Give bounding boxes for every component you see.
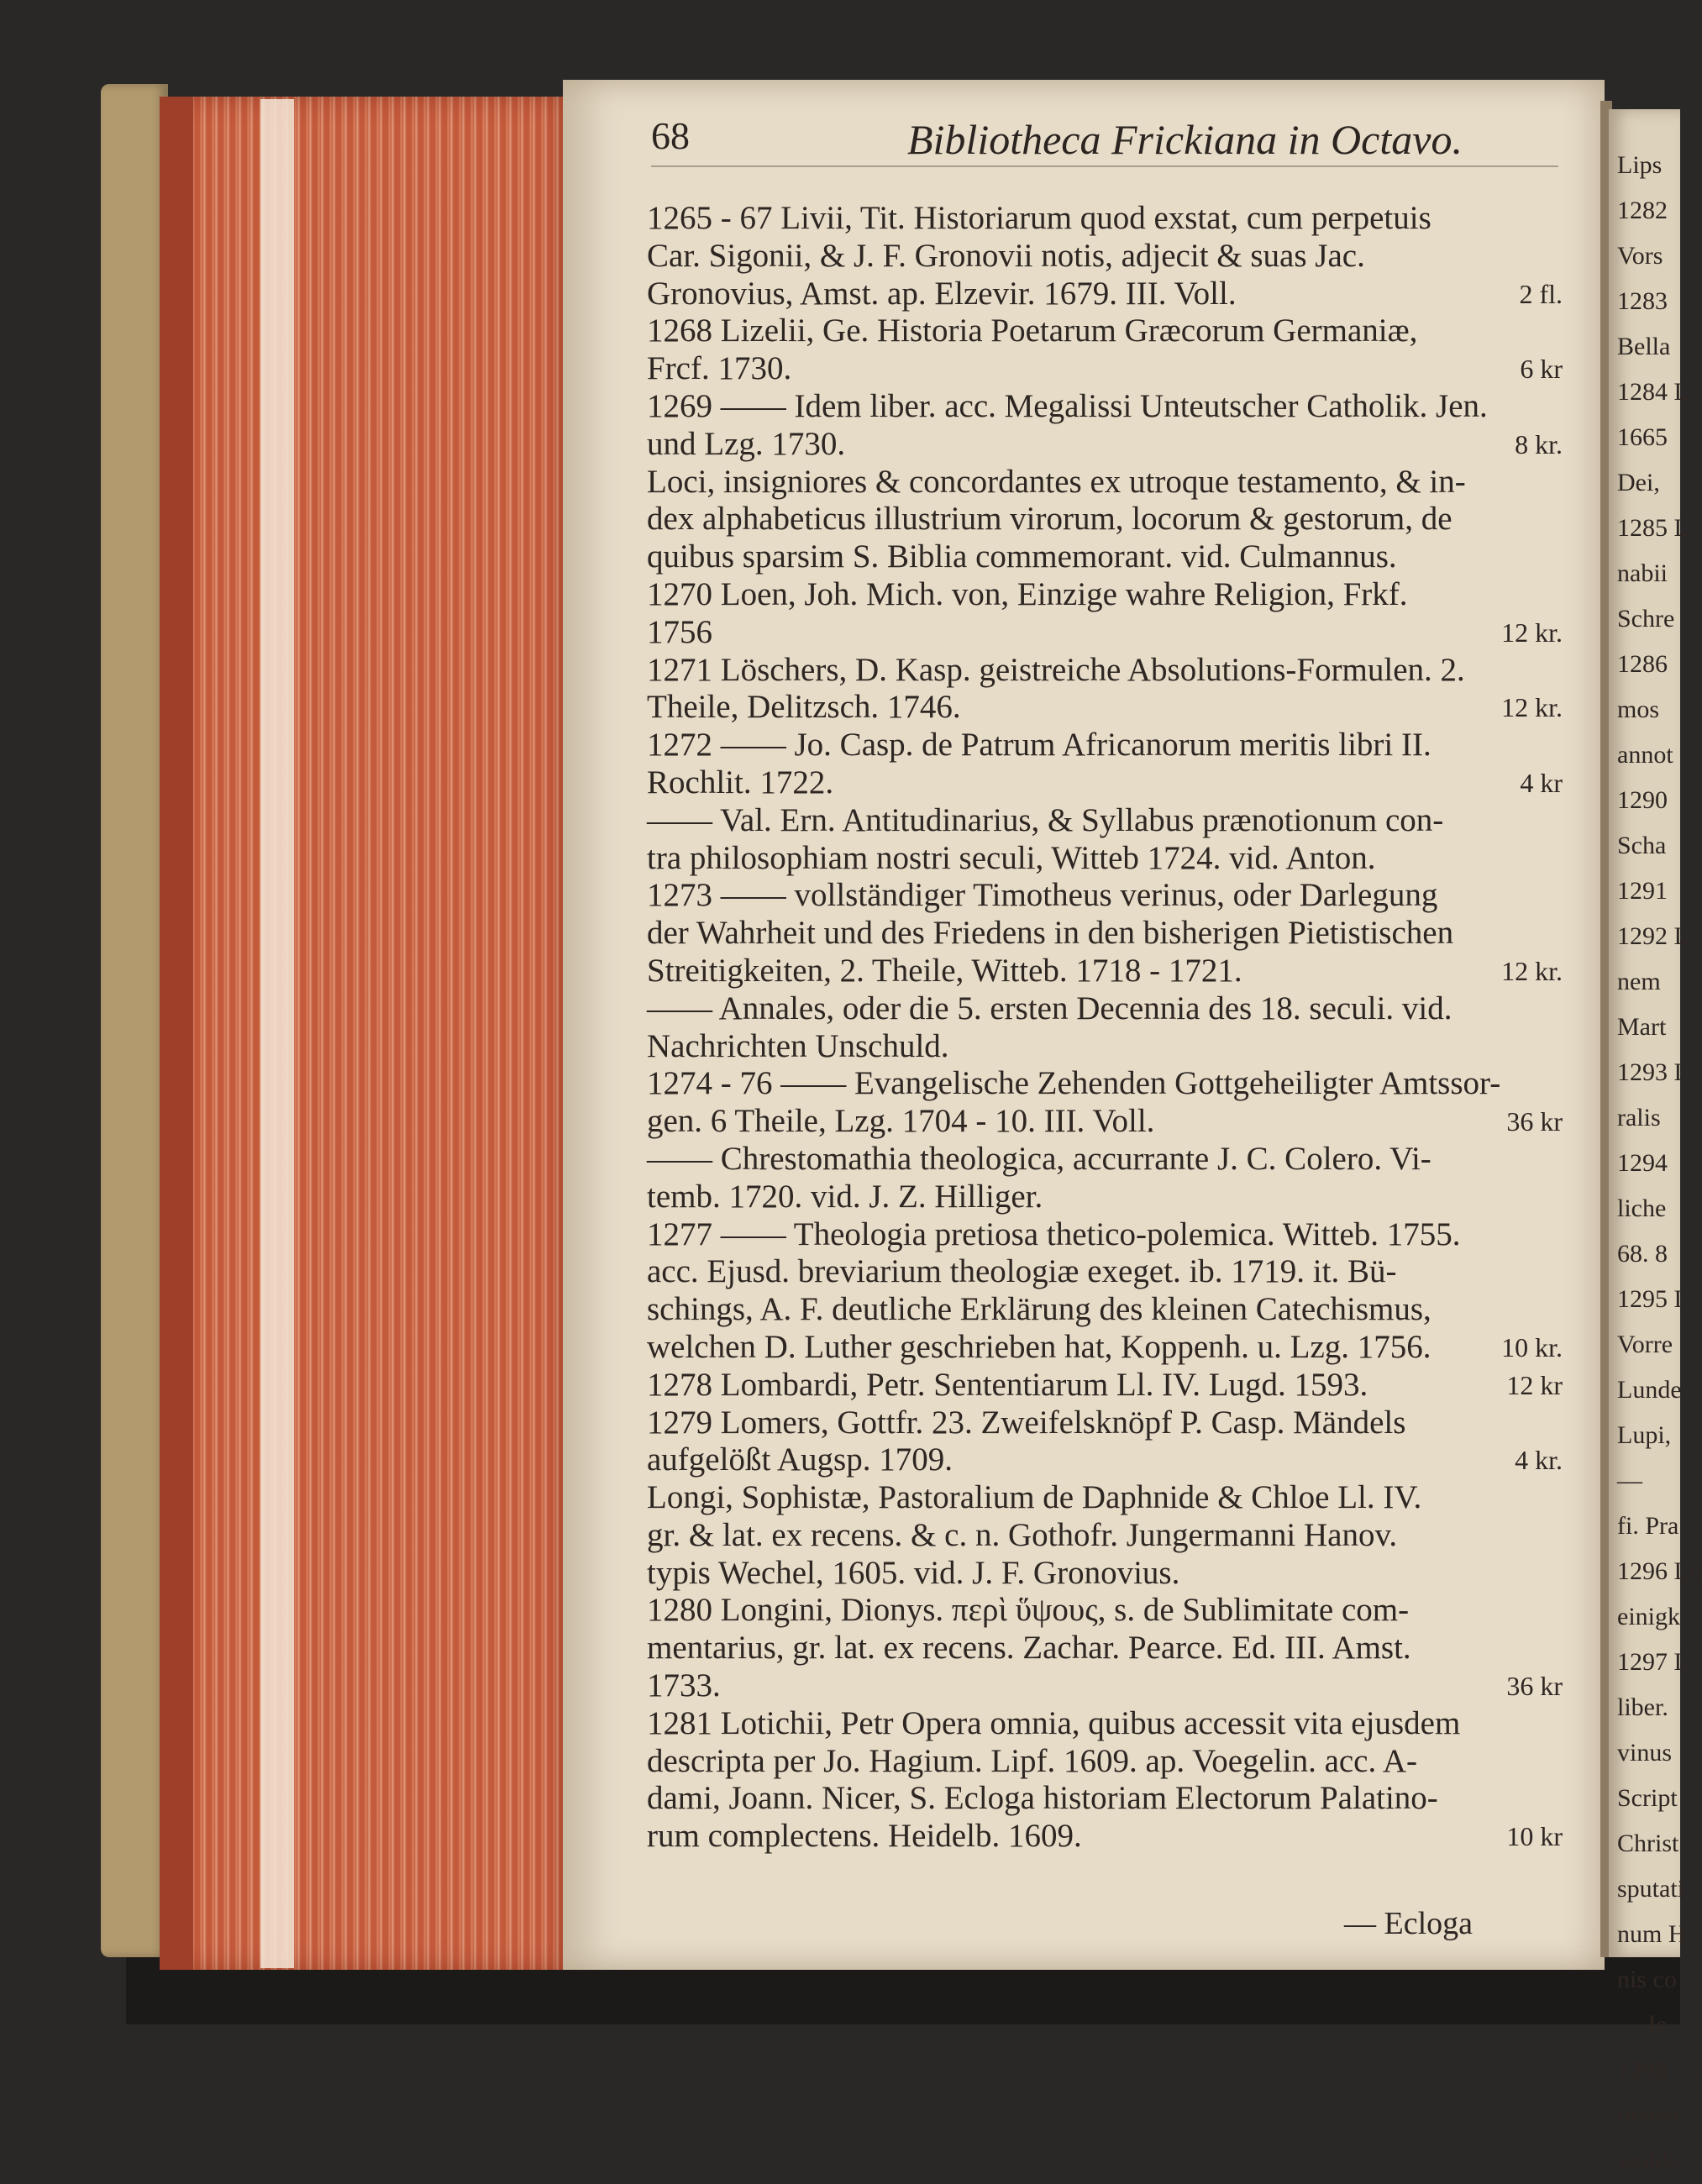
right-page-fragment-line: 1296 Lu xyxy=(1617,1557,1702,1585)
catalog-line-text: Car. Sigonii, & J. F. Gronovii notis, adjecit & suas Jac. xyxy=(647,237,1365,274)
right-page-fragment-line: annot xyxy=(1617,741,1673,769)
right-page-fragment-line: liber. xyxy=(1617,1693,1668,1721)
right-page-fragment-line: — xyxy=(1617,1467,1642,1494)
catalog-line xyxy=(647,1441,1588,1479)
catalog-line xyxy=(647,276,1588,313)
page-edge-highlight xyxy=(260,99,294,1968)
right-page-fragment-line: Vors xyxy=(1617,242,1663,270)
catalog-line xyxy=(647,1028,1588,1066)
right-page-fragment-line: Vorre xyxy=(1617,1331,1673,1358)
catalog-line xyxy=(647,877,1588,915)
catalog-line xyxy=(647,614,1588,652)
catalog-line xyxy=(647,1404,1588,1442)
catalog-line xyxy=(647,1555,1588,1593)
catalog-line-text: 1274 - 76 —— Evangelische Zehenden Gottgeheiligter Amtssor- xyxy=(647,1065,1501,1102)
right-page-fragment-line: Lunde xyxy=(1617,1376,1682,1404)
catalog-line xyxy=(647,840,1588,878)
catalog-line xyxy=(647,1367,1588,1404)
catalog-line xyxy=(647,1065,1588,1103)
catalog-line-text: 1277 —— Theologia pretiosa thetico-polemica. Witteb. 1755. xyxy=(647,1215,1461,1252)
right-page-fragment-line: 1282 xyxy=(1617,197,1668,224)
catalog-line-text: quibus sparsim S. Biblia commemorant. vid. Culmannus. xyxy=(647,538,1397,575)
catalog-line-text: Gronovius, Amst. ap. Elzevir. 1679. III. Voll. xyxy=(647,275,1237,312)
right-page-fragment-line: 1285 L xyxy=(1617,514,1689,542)
catalog-line xyxy=(647,238,1588,276)
price: 8 kr. xyxy=(1515,428,1563,459)
right-page-fragment-line: nabii xyxy=(1617,559,1668,587)
book-cover-edge xyxy=(101,84,168,1957)
right-page-fragment-line: Bella xyxy=(1617,333,1671,360)
right-page-fragment-line: 68. 8 xyxy=(1617,1240,1668,1268)
catalog-line-text: tra philosophiam nostri seculi, Witteb 1724. vid. Anton. xyxy=(647,839,1376,876)
catalog-line-text: mentarius, gr. lat. ex recens. Zachar. Pearce. Ed. III. Amst. xyxy=(647,1630,1411,1667)
catalog-line-text: 1271 Löschers, D. Kasp. geistreiche Absolutions-Formulen. 2. xyxy=(647,651,1465,688)
catalog-line-text: Longi, Sophistæ, Pastoralium de Daphnide & Chloe Ll. IV. xyxy=(647,1479,1422,1516)
catalog-line-text: Theile, Delitzsch. 1746. xyxy=(647,689,961,726)
catalog-line-text: acc. Ejusd. breviarium theologiæ exeget. ib. 1719. it. Bü- xyxy=(647,1253,1397,1290)
right-page-fragment-line: 1297 L xyxy=(1617,1648,1689,1676)
catalog-line xyxy=(647,538,1588,576)
catalog-line xyxy=(647,464,1588,501)
catalog-line-text: dex alphabeticus illustrium virorum, locorum & gestorum, de xyxy=(647,501,1452,538)
catalog-line xyxy=(647,426,1588,464)
right-page-fragment-line: 1291 xyxy=(1617,877,1668,905)
right-page-fragment-line: 1295 L xyxy=(1617,1285,1689,1313)
right-page-fragment xyxy=(1609,109,1702,2175)
right-page-fragment-line: Lupi, xyxy=(1617,1421,1672,1449)
price: 12 kr xyxy=(1506,1369,1563,1400)
catalog-line-text: —— Val. Ern. Antitudinarius, & Syllabus prænotionum con- xyxy=(647,801,1444,838)
catalog-line xyxy=(647,727,1588,764)
right-page-fragment-line: Lips xyxy=(1617,151,1663,179)
price: 6 kr xyxy=(1520,354,1563,385)
right-page-fragment-line: Script xyxy=(1617,1784,1678,1812)
catalog-line xyxy=(647,312,1588,350)
catalog-line xyxy=(647,1291,1588,1329)
catalog-line-text: gr. & lat. ex recens. & c. n. Gothofr. Jungermanni Hanov. xyxy=(647,1516,1398,1553)
price: 2 fl. xyxy=(1519,278,1563,309)
right-page-fragment-line: einigk xyxy=(1617,1603,1680,1630)
right-page-fragment-line: ralis xyxy=(1617,1104,1661,1131)
right-page-fragment-line: num H xyxy=(1617,1920,1687,1948)
catalog-line-text: —— Chrestomathia theologica, accurrante J. C. Colero. Vi- xyxy=(647,1140,1431,1177)
catalog-line-text: 1269 —— Idem liber. acc. Megalissi Unteutscher Catholik. Jen. xyxy=(647,387,1488,424)
catalog-line-text: Nachrichten Unschuld. xyxy=(647,1027,949,1064)
catalog-line-text: typis Wechel, 1605. vid. J. F. Gronovius. xyxy=(647,1554,1180,1591)
catalog-line xyxy=(647,1179,1588,1216)
price: 36 kr xyxy=(1506,1106,1563,1137)
catalog-entries xyxy=(647,200,1588,1856)
running-title: Bibliotheca Frickiana in Octavo. xyxy=(907,116,1463,163)
right-page-lines xyxy=(1609,109,1702,2184)
catalog-line-text: 1272 —— Jo. Casp. de Patrum Africanorum meritis libri II. xyxy=(647,727,1431,764)
catalog-line-text: 1270 Loen, Joh. Mich. von, Einzige wahre Religion, Frkf. xyxy=(647,575,1408,612)
price: 10 kr. xyxy=(1501,1331,1563,1362)
right-page-fragment-line: lichen xyxy=(1617,2102,1679,2129)
right-page-fragment-line: mos xyxy=(1617,696,1660,723)
price: 4 kr xyxy=(1520,767,1563,798)
catalog-line-text: Frcf. 1730. xyxy=(647,350,792,387)
catalog-line xyxy=(647,350,1588,388)
catalog-line xyxy=(647,200,1588,238)
catalog-line-text: welchen D. Luther geschrieben hat, Koppenh. u. Lzg. 1756. xyxy=(647,1328,1431,1365)
catalog-line-text: 1268 Lizelii, Ge. Historia Poetarum Græcorum Germaniæ, xyxy=(647,312,1418,349)
red-page-edges xyxy=(160,97,563,1970)
catalog-line xyxy=(647,802,1588,840)
right-page-fragment-line: — le xyxy=(1617,2011,1668,2039)
catalog-line-text: Rochlit. 1722. xyxy=(647,764,834,801)
catalog-line-text: 1280 Longini, Dionys. περὶ ὕψους, s. de Sublimitate com- xyxy=(647,1592,1410,1629)
catalog-line xyxy=(647,1743,1588,1781)
right-page-fragment-line: Scha xyxy=(1617,832,1667,859)
catalog-line xyxy=(647,915,1588,953)
catalog-line-text: 1733. xyxy=(647,1667,721,1704)
catalog-line-text: 1281 Lotichii, Petr Opera omnia, quibus accessit vita ejusdem xyxy=(647,1704,1461,1741)
price: 4 kr. xyxy=(1515,1445,1563,1476)
catalog-line xyxy=(647,1103,1588,1141)
right-page-fragment-line: 1284 L xyxy=(1617,378,1689,406)
catalog-line-text: descripta per Jo. Hagium. Lipf. 1609. ap. Voegelin. acc. A- xyxy=(647,1742,1417,1779)
catalog-line-text: aufgelößt Augsp. 1709. xyxy=(647,1441,953,1478)
header-rule xyxy=(651,165,1558,167)
catalog-line xyxy=(647,652,1588,690)
price: 12 kr. xyxy=(1501,955,1563,986)
catalog-line xyxy=(647,764,1588,802)
catalog-line xyxy=(647,501,1588,538)
right-page-fragment-line: Schre xyxy=(1617,605,1675,633)
right-page-fragment-line: 1294 xyxy=(1617,1149,1668,1177)
catalog-line xyxy=(647,1818,1588,1856)
right-page-fragment-line: liche xyxy=(1617,1194,1667,1222)
right-page-fragment-line: vinus xyxy=(1617,1739,1673,1767)
catalog-line xyxy=(647,1141,1588,1179)
catalog-line-text: rum complectens. Heidelb. 1609. xyxy=(647,1818,1082,1855)
catalog-line-text: temb. 1720. vid. J. Z. Hilliger. xyxy=(647,1178,1043,1215)
catalog-line xyxy=(647,1780,1588,1818)
catalog-line xyxy=(647,990,1588,1028)
catalog-line-text: der Wahrheit und des Friedens in den bisherigen Pietistischen xyxy=(647,915,1454,952)
catalog-line xyxy=(647,953,1588,990)
catalog-line xyxy=(647,1253,1588,1291)
right-page-fragment-line: Mart xyxy=(1617,1013,1667,1041)
catalog-line-text: 1273 —— vollständiger Timotheus verinus, oder Darlegung xyxy=(647,877,1438,914)
catalog-line-text: Loci, insigniores & concordantes ex utroque testamento, & in- xyxy=(647,463,1466,500)
catalog-line-text: schings, A. F. deutliche Erklärung des kleinen Catechismus, xyxy=(647,1291,1431,1328)
right-page-fragment-line: 1290 xyxy=(1617,786,1668,814)
catalog-line xyxy=(647,1630,1588,1667)
catalog-line-text: Streitigkeiten, 2. Theile, Witteb. 1718 - 1721. xyxy=(647,952,1242,989)
right-page-fragment-line: sputati xyxy=(1617,1875,1684,1903)
catalog-line-text: —— Annales, oder die 5. ersten Decennia des 18. seculi. vid. xyxy=(647,990,1452,1026)
catalog-line xyxy=(647,1329,1588,1367)
price: 12 kr. xyxy=(1501,692,1563,723)
right-page-fragment-line: 1292 L xyxy=(1617,922,1689,950)
catalog-line xyxy=(647,689,1588,727)
right-page-fragment-line: 1293 L xyxy=(1617,1058,1689,1086)
catalog-line-text: gen. 6 Theile, Lzg. 1704 - 10. III. Voll. xyxy=(647,1103,1155,1140)
right-page-fragment-line: 1286 xyxy=(1617,650,1668,678)
price: 36 kr xyxy=(1506,1671,1563,1702)
price: 12 kr. xyxy=(1501,617,1563,648)
catalog-line-text: 1756 xyxy=(647,613,712,650)
right-page-fragment-line: 1283 xyxy=(1617,287,1668,315)
catalog-line-text: 1265 - 67 Livii, Tit. Historiarum quod exstat, cum perpetuis xyxy=(647,200,1431,236)
catalog-line xyxy=(647,1479,1588,1517)
right-page-fragment-line: 1665 xyxy=(1617,423,1668,451)
right-page-fragment-line: nem xyxy=(1617,968,1661,995)
catalog-line-text: 1278 Lombardi, Petr. Sententiarum Ll. IV. Lugd. 1593. xyxy=(647,1366,1368,1403)
page-edge-shadow xyxy=(160,97,193,1970)
catalog-line xyxy=(647,388,1588,426)
right-page-fragment-line: nis co xyxy=(1617,1966,1677,1993)
right-page-fragment-line: fi. Pra xyxy=(1617,1512,1679,1540)
right-page-fragment-line: Christ xyxy=(1617,1830,1679,1857)
catalog-line-text: und Lzg. 1730. xyxy=(647,425,846,462)
catalog-line xyxy=(647,1705,1588,1743)
catalog-line xyxy=(647,1592,1588,1630)
catalog-line xyxy=(647,576,1588,614)
page-number: 68 xyxy=(651,114,690,157)
catalog-line-text: 1279 Lomers, Gottfr. 23. Zweifelsknöpf P. Casp. Mändels xyxy=(647,1404,1406,1441)
price: 10 kr xyxy=(1506,1821,1563,1852)
catalog-line-text: dami, Joann. Nicer, S. Ecloga historiam Electorum Palatino- xyxy=(647,1780,1438,1817)
catalog-line xyxy=(647,1216,1588,1254)
catchword: — Ecloga xyxy=(1344,1906,1473,1941)
catalog-line xyxy=(647,1517,1588,1555)
right-page-fragment-line: wolde. xyxy=(1617,2147,1685,2175)
right-page-fragment-line: Dei, xyxy=(1617,469,1660,496)
right-page-fragment-line: 1298 — xyxy=(1617,2056,1699,2084)
catalog-line xyxy=(647,1667,1588,1705)
page-header xyxy=(651,105,1575,172)
